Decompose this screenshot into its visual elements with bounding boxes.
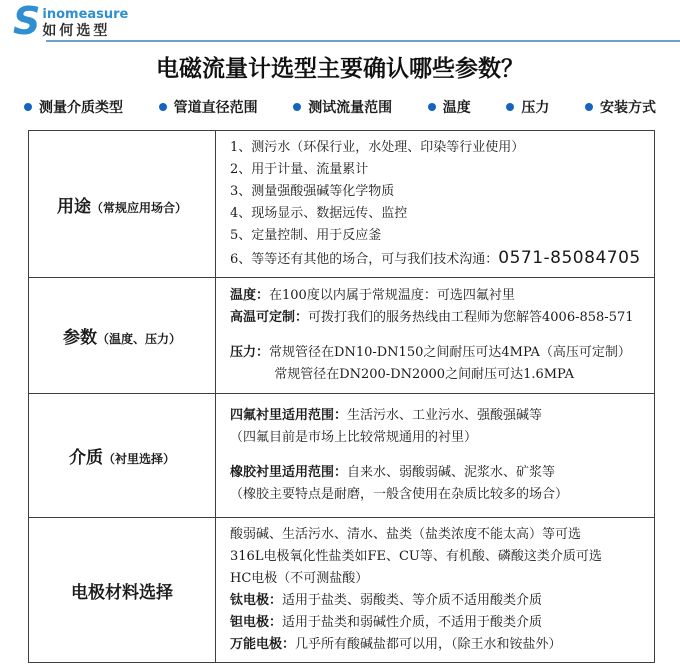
content-line xyxy=(230,285,646,307)
line-label: 橡胶衬里适用范围： xyxy=(230,465,348,480)
line-text: 6、等等还有其他的场合，可与我们技术沟通： xyxy=(230,252,499,267)
content-line xyxy=(230,484,646,506)
logo-subtitle: 如何选型 xyxy=(42,23,111,39)
line-label: 压力： xyxy=(230,345,270,360)
header-divider xyxy=(46,40,680,42)
row-header-cell xyxy=(29,394,216,517)
table-row xyxy=(29,518,654,662)
content-line xyxy=(230,247,646,271)
line-text: 5、定量控制、用于反应釜 xyxy=(230,228,382,243)
line-text: 酸弱碱、生活污水、清水、盐类（盐类浓度不能太高）等可选 xyxy=(230,527,582,542)
content-line xyxy=(230,546,646,568)
content-line xyxy=(230,462,646,484)
line-text: 1、测污水（环保行业，水处理、印染等行业使用） xyxy=(230,140,525,155)
logo-s-icon: S xyxy=(13,0,41,43)
content-line xyxy=(230,342,646,364)
row-header-note: （常规应用场合） xyxy=(90,200,187,215)
bullet-dot-icon xyxy=(428,103,436,111)
line-text: （橡胶主要特点是耐磨，一般含使用在杂质比较多的场合） xyxy=(230,487,569,502)
bullet-dot-icon xyxy=(159,103,167,111)
line-label: 钽电极： xyxy=(230,615,283,630)
row-header-cell xyxy=(29,278,216,393)
line-text: 316L电极氧化性盐类如FE、CU等、有机酸、磷酸这类介质可选 xyxy=(230,549,602,564)
line-label: 钛电极： xyxy=(230,593,283,608)
row-header-cell xyxy=(29,518,216,662)
row-content-cell xyxy=(216,131,654,277)
content-line xyxy=(230,405,646,427)
table-row xyxy=(29,278,654,394)
row-header-title: 介质 xyxy=(68,448,103,468)
line-label: 高温可定制： xyxy=(230,310,309,325)
row-content-cell xyxy=(216,394,654,517)
bullet-label: 压力 xyxy=(521,100,550,116)
bullet-label: 管道直径范围 xyxy=(173,100,258,116)
page-title: 电磁流量计选型主要确认哪些参数？ xyxy=(156,55,524,82)
line-text: （四氟目前是市场上比较常规通用的衬里） xyxy=(230,430,478,445)
line-text: 2、用于计量、流量累计 xyxy=(230,162,369,177)
content-line xyxy=(230,568,646,590)
row-header-title: 参数 xyxy=(62,328,97,348)
line-text: 自来水、弱酸弱碱、泥浆水、矿浆等 xyxy=(347,465,556,480)
row-header-title: 电极材料选择 xyxy=(71,582,173,603)
line-text: 在100度以内属于常规温度：可选四氟衬里 xyxy=(269,288,515,303)
logo-texts xyxy=(42,7,128,40)
bullet-item xyxy=(293,97,392,117)
parameter-bullet-list xyxy=(24,97,656,117)
bullet-item xyxy=(159,97,258,117)
bullet-dot-icon xyxy=(24,103,32,111)
content-line xyxy=(230,524,646,546)
bullet-label: 测量介质类型 xyxy=(39,100,123,116)
bullet-dot-icon xyxy=(585,103,593,111)
phone-number: 0571-85084705 xyxy=(498,248,641,268)
row-content-cell xyxy=(216,518,654,662)
bullet-item xyxy=(428,97,471,117)
line-text: 可拨打我们的服务热线由工程师为您解答4006-858-571 xyxy=(308,310,634,325)
table-row xyxy=(29,394,654,518)
row-content-cell xyxy=(216,278,654,393)
line-text: 适用于盐类和弱碱性介质，不适用于酸类介质 xyxy=(282,615,543,630)
bullet-item xyxy=(506,97,549,117)
row-header-note: （温度、压力） xyxy=(96,332,181,346)
content-line xyxy=(230,307,646,329)
bullet-item xyxy=(24,97,123,117)
bullet-label: 测试流量范围 xyxy=(308,100,393,116)
line-label: 四氟衬里适用范围： xyxy=(230,408,348,423)
logo-brand-text: inomeasure xyxy=(42,7,129,22)
line-text: HC电极（不可测盐酸） xyxy=(230,571,369,586)
line-text: 适用于盐类、弱酸类、等介质不适用酸类介质 xyxy=(282,593,543,608)
line-text: 常规管径在DN10-DN150之间耐压可达4MPA（高压可定制） xyxy=(269,345,631,360)
line-label: 温度： xyxy=(230,288,270,303)
bullet-label: 温度 xyxy=(442,100,471,116)
line-text: 4、现场显示、数据远传、监控 xyxy=(230,206,408,221)
line-text: 常规管径在DN200-DN2000之间耐压可达1.6MPA xyxy=(274,367,575,382)
sinomeasure-logo xyxy=(13,0,129,43)
bullet-label: 安装方式 xyxy=(599,100,656,116)
content-line xyxy=(230,590,646,612)
bullet-dot-icon xyxy=(293,103,301,111)
bullet-dot-icon xyxy=(506,103,514,111)
content-line xyxy=(230,181,646,203)
content-line xyxy=(230,137,646,159)
bullet-item xyxy=(585,97,656,117)
content-line xyxy=(230,634,646,656)
line-label: 万能电极： xyxy=(230,637,296,652)
content-line xyxy=(230,427,646,449)
selection-table xyxy=(28,130,655,663)
row-header-note: （衬里选择） xyxy=(102,452,175,466)
table-row xyxy=(29,131,654,278)
row-header-cell xyxy=(29,131,216,277)
line-text: 3、测量强酸强碱等化学物质 xyxy=(230,184,395,199)
content-line xyxy=(230,203,646,225)
row-header-title: 用途 xyxy=(56,196,91,217)
line-text: 生活污水、工业污水、强酸强碱等 xyxy=(347,408,543,423)
content-line xyxy=(230,364,646,386)
line-text: 几乎所有酸碱盐都可以用，（除王水和铵盐外） xyxy=(295,637,562,652)
content-line xyxy=(230,225,646,247)
content-line xyxy=(230,159,646,181)
content-line xyxy=(230,612,646,634)
